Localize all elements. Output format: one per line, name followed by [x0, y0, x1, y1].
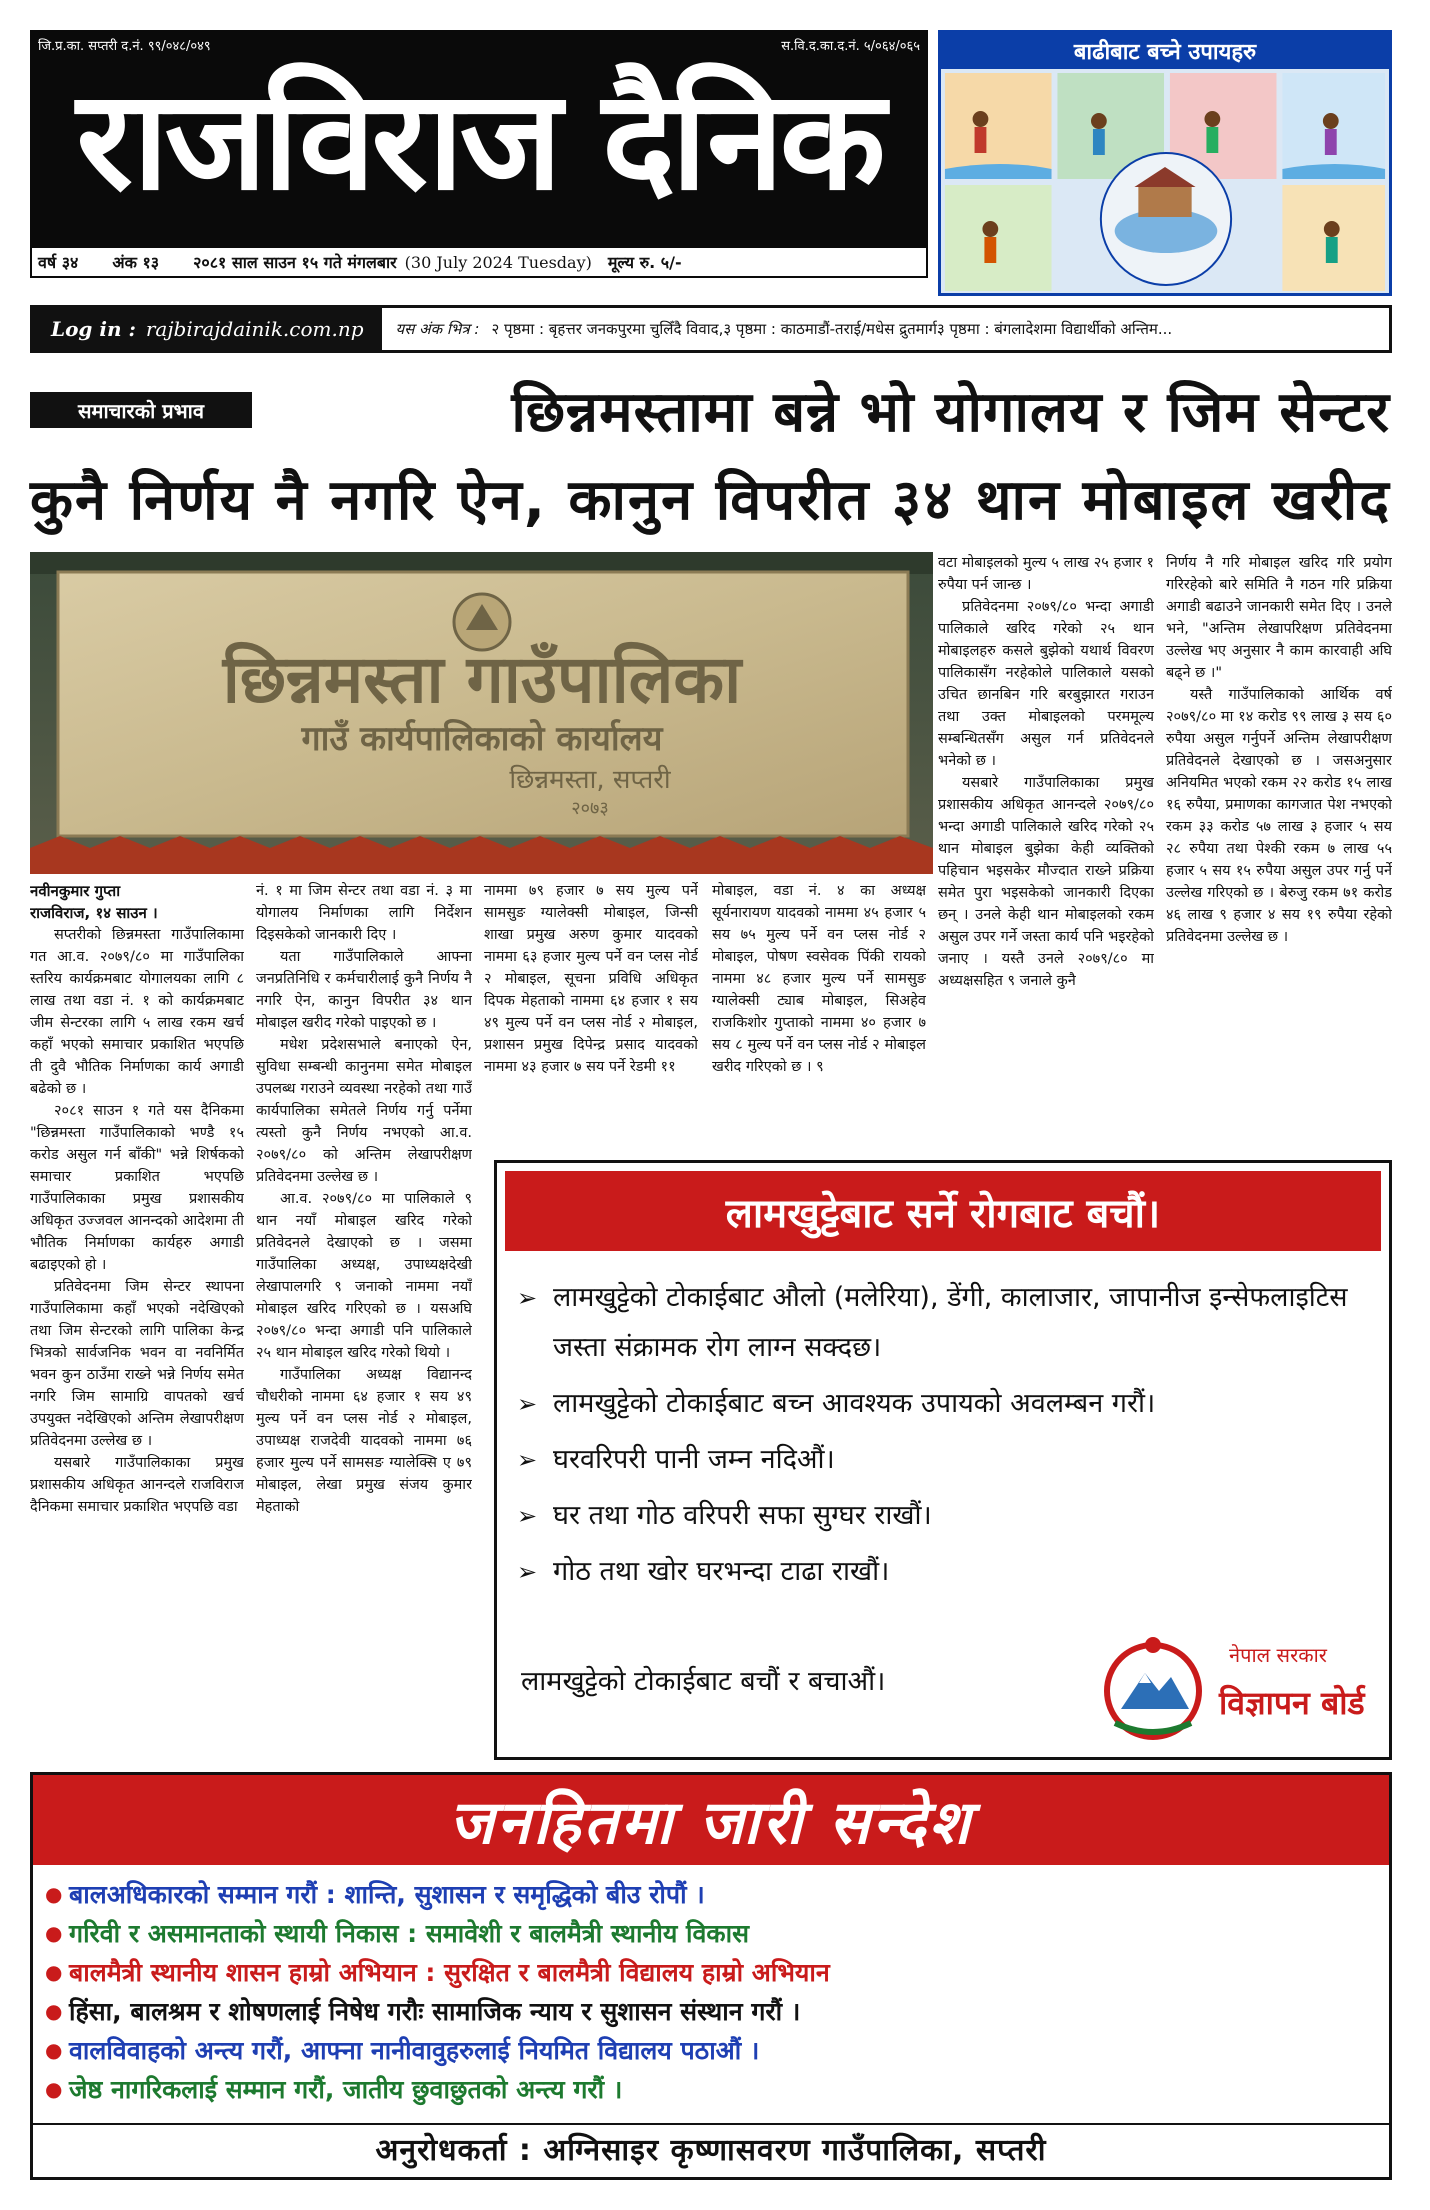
list-item: ● बालमैत्री स्थानीय शासन हाम्रो अभियान : सुरक्षित र बालमैत्री विद्यालय हाम्रो अभियान	[45, 1953, 1377, 1992]
article-paragraph: नं. १ मा जिम सेन्टर तथा वडा नं. ३ मा योगालय निर्माणका लागि निर्देशन दिइसकेको जानकारी दिए ।	[256, 883, 472, 943]
mosquito-ad-slogan: लामखुट्टेको टोकाईबाट बचौं र बचाऔं।	[521, 1666, 886, 1697]
list-item: ● हिंसा, बालश्रम र शोषणलाई निषेध गरौः सामाजिक न्याय र सुशासन संस्थान गरौं ।	[45, 1992, 1377, 2031]
article-column-5	[938, 552, 1154, 1148]
news-impact-label: समाचारको प्रभाव	[30, 392, 252, 428]
mosquito-disease-ad	[494, 1160, 1392, 1760]
website-login-box[interactable]	[33, 308, 382, 350]
list-item: ➢ लामखुट्टेको टोकाईबाट बच्न आवश्यक उपायको अवलम्बन गरौं।	[517, 1379, 1369, 1429]
website-url-link[interactable]: rajbirajdainik.com.np	[145, 317, 364, 341]
bullet-icon: ●	[45, 1960, 63, 1984]
article-paragraph: मोबाइल, वडा नं. ४ का अध्यक्ष सूर्यनारायण यादवको नाममा ४५ हजार ५ सय ७५ मुल्य पर्ने वन प्लस नोर्ड २ मोबाइल, पोषण स्वसेवक पिंकी रायको नाममा ४८ हजार मुल्य पर्ने सामसुङ ग्यालेक्सी ट्याब मोबाइल, सिअहेव राजकिशोर गुप्ताको नाममा ४० हजार ७ सय ८ मुल्य पर्ने वन प्लस नोर्ड २ मोबाइल खरीद गरिएको छ । ९	[712, 883, 926, 1075]
article-column-6	[1166, 552, 1392, 1148]
public-interest-notice	[30, 1772, 1392, 2180]
article-paragraph: यता गाउँपालिकाले आफ्ना जनप्रतिनिधि र कर्मचारीलाई कुनै निर्णय नै नगरि ऐन, कानुन विपरीत ३४ थान मोबाइल खरीद गरेको पाइएको छ ।	[256, 949, 472, 1031]
sign-text-line2: गाउँ कार्यपालिकाको कार्यालय	[301, 719, 663, 759]
list-item: ● वालविवाहको अन्त्य गरौं, आफ्ना नानीवावुहरुलाई नियमित विद्यालय पठाऔं ।	[45, 2031, 1377, 2070]
article-paragraph: निर्णय नै गरि मोबाइल खरिद गरि प्रयोग गरिरहेको बारे समिति नै गठन गरि प्रक्रिया अगाडी बढाउने जानकारी समेत दिए । उनले भने, "अन्तिम लेखापरिक्षण प्रतिवेदनमा उल्लेख भए अनुसार नै काम कारवाही अघि बढ्ने छ ।"	[1166, 555, 1392, 681]
article-column-4	[712, 880, 926, 1148]
sign-text-line4: २०७३	[571, 798, 609, 819]
nepal-government-emblem-icon	[1093, 1633, 1213, 1743]
flood-ad-illustration	[941, 69, 1389, 295]
issue-number: अंक १३	[112, 253, 160, 272]
article-column-2	[256, 880, 472, 1760]
sign-text-line1: छिन्नमस्ता गाउँपालिका	[222, 641, 742, 718]
article-paragraph: यसबारे गाउँपालिकाका प्रमुख प्रशासकीय अधिकृत आनन्दले २०७९/८० भन्दा अगाडी पालिकाले खरिद गरेको २५ थान मोबाइल बुझेका केही व्यक्तिको पहिचान भइसकेर मौज्दात राख्ने प्रक्रिया समेत पुरा भइसकेको जानकारी दिएका छन् । उनले केही थान मोबाइलको रकम असुल उपर गर्ने जस्ता कार्य पनि भइरहेको जनाए । यस्तै उनले २०७९/८० मा अध्यक्षसहित ९ जनाले कुनै	[938, 775, 1154, 989]
mosquito-ad-title: लामखुट्टेबाट सर्ने रोगबाट बचौं।	[505, 1171, 1381, 1251]
in-this-issue-text: २ पृष्ठमा : बृहत्तर जनकपुरमा चुलिँदै विवाद,३ पृष्ठमा : काठमाडौं-तराई/मधेस द्रुतमार्ग३ पृष्ठमा : बंगलादेशमा विद्यार्थीको अन्तिम...	[491, 320, 1173, 338]
article-paragraph: गाउँपालिका अध्यक्ष विद्यानन्द चौधरीको नाममा ६४ हजार १ सय ४९ मुल्य पर्ने वन प्लस नोर्ड २ मोबाइल, उपाध्यक्ष राजदेवी यादवको नाममा ७६ हजार मुल्य पर्ने सामसङ ग्यालेक्सि ए ७९ मोबाइल, लेखा प्रमुख संजय कुमार मेहताको	[256, 1367, 472, 1515]
bullet-icon: ●	[45, 1921, 63, 1945]
newspaper-title: राजविराज दैनिक	[76, 60, 882, 221]
in-this-issue-label: यस अंक भित्र :	[395, 320, 480, 338]
article-column-3	[484, 880, 698, 1148]
article-paragraph: सप्तरीको छिन्नमस्ता गाउँपालिकामा गत आ.व. २०७९/८० मा गाउँपालिका स्तरिय कार्यक्रमबाट योगालयका लागि ८ लाख तथा वडा नं. १ को कार्यक्रमबाट जीम सेन्टरका लागि ५ लाख रकम खर्च कहाँ भएको समाचार प्रकाशित भएपछि ती दुवै भौतिक निर्माणका कार्य अगाडी बढेको छ ।	[30, 927, 244, 1097]
masthead	[30, 30, 928, 278]
arrow-bullet-icon: ➢	[517, 1390, 538, 1418]
date-nepali: २०८१ साल साउन १५ गते मंगलबार	[193, 253, 397, 272]
arrow-bullet-icon: ➢	[517, 1502, 538, 1530]
article-paragraph: प्रतिवेदनमा २०७९/८० भन्दा अगाडी पालिकाले खरिद गरेको २५ थान मोबाइलहरु कसले बुझेको यथार्थ विवरण पालिकासँग नरहेकोले पालिकाले यसको उचित छानबिन गरि बरबुझारत गराउन तथा उक्त मोबाइलको परममूल्य सम्बन्धितसँग असुल गर्न प्रतिवेदनले भनेको छ ।	[938, 599, 1154, 769]
list-item: ➢ घर तथा गोठ वरिपरी सफा सुग्घर राखौं।	[517, 1491, 1369, 1541]
registration-number-left: जि.प्र.का. सप्तरी द.नं. ९९/०४८/०४९	[38, 39, 211, 54]
price: मूल्य रु. ५/-	[607, 253, 682, 272]
list-item: ● जेष्ठ नागरिकलाई सम्मान गरौं, जातीय छुवाछुतको अन्त्य गरौं ।	[45, 2070, 1377, 2109]
registration-number-right: स.वि.द.का.द.नं. ५/०६४/०६५	[781, 39, 920, 54]
arrow-bullet-icon: ➢	[517, 1558, 538, 1586]
municipality-office-photo	[30, 552, 933, 874]
list-item: ● गरिवी र असमानताको स्थायी निकास : समावेशी र बालमैत्री स्थानीय विकास	[45, 1914, 1377, 1953]
notice-title: जनहितमा जारी सन्देश	[33, 1775, 1389, 1865]
issue-info-bar	[30, 248, 928, 278]
article-paragraph: यस्तै गाउँपालिकाको आर्थिक वर्ष २०७९/८० मा १४ करोड ९९ लाख ३ सय ६० रुपैया असुल गर्नुपर्ने अन्तिम लेखापरीक्षण प्रतिवेदनले देखाएको छ । जसअनुसार अनियमित भएको रकम २२ करोड १५ लाख १६ रुपैया, प्रमाणका कागजात पेश नभएको रकम ३३ करोड ५७ लाख ३ हजार ५ सय २८ रुपैया तथा पेश्की रकम ७ लाख ५५ हजार ५ सय १५ रुपैया असुल उपर गर्नु पर्ने उल्लेख गरिएको छ । बेरुजु रकम ७१ करोड ४६ लाख ९ हजार ४ सय १९ रुपैया रहेको प्रतिवेदनमा उल्लेख छ ।	[1166, 687, 1392, 945]
arrow-bullet-icon: ➢	[517, 1284, 538, 1312]
list-item: ➢ गोठ तथा खोर घरभन्दा टाढा राखौं।	[517, 1547, 1369, 1597]
bullet-icon: ●	[45, 1882, 63, 1906]
advertisement-board-text: विज्ञापन बोर्ड	[1219, 1684, 1365, 1722]
flood-ad-title: बाढीबाट बच्ने उपायहरु	[941, 33, 1389, 69]
arrow-bullet-icon: ➢	[517, 1446, 538, 1474]
bullet-icon: ●	[45, 2077, 63, 2101]
volume-year: वर्ष ३४	[38, 253, 79, 272]
article-paragraph: प्रतिवेदनमा जिम सेन्टर स्थापना गाउँपालिकामा कहाँ भएको नदेखिएको तथा जिम सेन्टरको लागि पालिका केन्द्र भित्रको सार्वजनिक भवन वा नवनिर्मित भवन कुन ठाउँमा राख्ने भन्ने निर्णय समेत नगरि जिम सामाग्रि वापतको खर्च उपयुक्त नदेखिएको अन्तिम लेखापरीक्षण प्रतिवेदनमा उल्लेख छ ।	[30, 1279, 244, 1449]
notice-requester: अनुरोधकर्ता : अग्निसाइर कृष्णासवरण गाउँपालिका, सप्तरी	[33, 2123, 1389, 2171]
headline-main: छिन्नमस्तामा बन्ने भो योगालय र जिम सेन्टर	[511, 380, 1390, 445]
article-paragraph: आ.व. २०७९/८० मा पालिकाले ९ थान नयाँ मोबाइल खरिद गरेको प्रतिवेदनले देखाएको छ । जसमा गाउँपालिका अध्यक्ष, उपाध्यक्षदेखी लेखापालगरि ९ जनाको नाममा नयाँ मोबाइल खरिद गरिएको छ । यसअघि २०७९/८० भन्दा अगाडी पनि पालिकाले २५ थान मोबाइल खरिद गरेको थियो ।	[256, 1191, 472, 1361]
article-paragraph: मधेश प्रदेशसभाले बनाएको ऐन, सुविधा सम्बन्धी कानुनमा समेत मोबाइल उपलब्ध गराउने व्यवस्था नरहेको तथा गाउँ कार्यपालिका समेतले निर्णय गर्नु पर्नेमा त्यस्तो कुनै निर्णय नभएको आ.व. २०७९/८० को अन्तिम लेखापरीक्षण प्रतिवेदनमा उल्लेख छ ।	[256, 1037, 472, 1185]
mosquito-ad-list	[517, 1273, 1369, 1603]
notice-list	[45, 1875, 1377, 2109]
flood-safety-ad	[938, 30, 1392, 296]
article-paragraph: नाममा ७९ हजार ७ सय मुल्य पर्ने सामसुङ ग्यालेक्सी मोबाइल, जिन्सी शाखा प्रमुख अरुण कुमार यादवको नाममा ६३ हजार मुल्य पर्ने वन प्लस नोर्ड २ मोबाइल, सूचना प्रविधि अधिकृत दिपक मेहताको नाममा ६४ हजार १ सय ४९ मुल्य पर्ने वन प्लस नोर्ड २ मोबाइल, प्रशासन प्रमुख दिपेन्द्र प्रसाद यादवको नाममा ४३ हजार ७ सय पर्ने रेडमी ११	[484, 883, 698, 1075]
article-byline: नवीनकुमार गुप्ता	[30, 882, 121, 900]
headline-secondary: कुनै निर्णय नै नगरि ऐन, कानुन विपरीत ३४ थान मोबाइल खरीद	[30, 468, 1391, 533]
list-item: ● बालअधिकारको सम्मान गरौं : शान्ति, सुशासन र समृद्धिको बीउ रोपौं ।	[45, 1875, 1377, 1914]
nepal-government-text: नेपाल सरकार	[1229, 1643, 1327, 1667]
article-paragraph: २०८१ साउन १ गते यस दैनिकमा "छिन्नमस्ता गाउँपालिकाको भण्डै १५ करोड असुल गर्न बाँकी" भन्ने शिर्षकको समाचार प्रकाशित भएपछि गाउँपालिकाका प्रमुख प्रशासकीय अधिकृत उज्जवल आनन्दको आदेशमा ती भौतिक निर्माणका कार्यहरु अगाडी बढाइएको हो ।	[30, 1103, 244, 1273]
bullet-icon: ●	[45, 1999, 63, 2023]
bullet-icon: ●	[45, 2038, 63, 2062]
date-english: (30 July 2024 Tuesday)	[404, 252, 592, 272]
contents-strip	[30, 305, 1392, 353]
article-dateline: राजविराज, १४ साउन ।	[30, 904, 158, 922]
article-column-1	[30, 880, 244, 1760]
login-label: Log in :	[51, 317, 136, 341]
list-item: ➢ घरवरिपरी पानी जम्न नदिऔं।	[517, 1435, 1369, 1485]
sign-text-line3: छिन्नमस्ता, सप्तरी	[509, 765, 671, 795]
list-item: ➢ लामखुट्टेको टोकाईबाट औलो (मलेरिया), डेंगी, कालाजार, जापानीज इन्सेफलाइटिस जस्ता संक्रामक रोग लाग्न सक्दछ।	[517, 1273, 1369, 1373]
article-paragraph: वटा मोबाइलको मुल्य ५ लाख २५ हजार १ रुपैया पर्न जान्छ ।	[938, 555, 1154, 593]
article-paragraph: यसबारे गाउँपालिकाका प्रमुख प्रशासकीय अधिकृत आनन्दले राजविराज दैनिकमा समाचार प्रकाशित भएपछि वडा	[30, 1455, 244, 1515]
